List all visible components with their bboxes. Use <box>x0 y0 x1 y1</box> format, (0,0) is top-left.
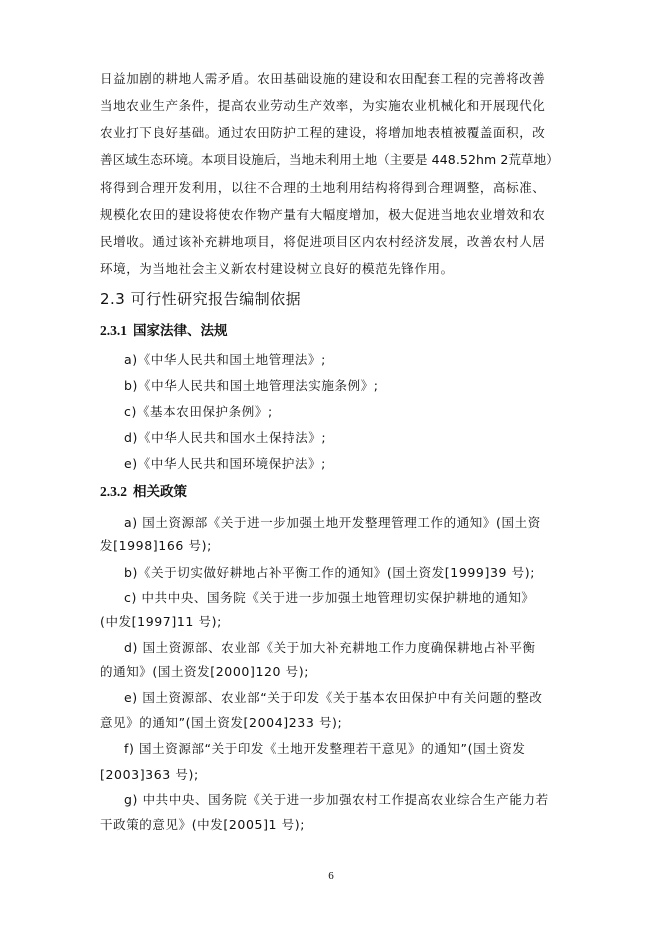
policy-line: (中发[1997]11 号); <box>100 614 222 629</box>
paragraph-line: 农业打下良好基础。通过农田防护工程的建设，将增加地表植被覆盖面积，改 <box>100 125 546 140</box>
page-number: 6 <box>328 870 334 882</box>
policy-line: b)《关于切实做好耕地占补平衡工作的通知》(国土资发[1999]39 号); <box>124 565 536 580</box>
law-list-item: e)《中华人民共和国环境保护法》; <box>124 456 326 471</box>
law-list-item: b)《中华人民共和国土地管理法实施条例》; <box>124 378 379 393</box>
subsection-heading-2-3-1 <box>100 322 228 340</box>
section-heading-2-3: 2.3 可行性研究报告编制依据 <box>100 290 302 308</box>
policy-line: a) 国土资源部《关于进一步加强土地开发整理管理工作的通知》(国土资 <box>124 515 541 530</box>
policy-line: d) 国土资源部、农业部《关于加大补充耕地工作力度确保耕地占补平衡 <box>124 640 536 655</box>
paragraph-line: 将得到合理开发利用，以往不合理的土地利用结构将得到合理调整，高标准、 <box>100 180 546 195</box>
subsection-title: 国家法律、法规 <box>133 323 228 339</box>
subsection-title: 相关政策 <box>133 484 187 500</box>
law-list-item: c)《基本农田保护条例》; <box>124 404 273 419</box>
policy-line: g) 中共中央、国务院《关于进一步加强农村工作提高农业综合生产能力若 <box>124 792 549 807</box>
paragraph-line: 环境，为当地社会主义新农村建设树立良好的模范先锋作用。 <box>100 261 454 276</box>
policy-line: [2003]363 号); <box>100 767 199 782</box>
subsection-number: 2.3.2 <box>100 484 127 499</box>
policy-line: 干政策的意见》(中发[2005]1 号); <box>100 817 306 832</box>
law-list-item: d)《中华人民共和国水土保持法》; <box>124 430 327 445</box>
policy-line: f) 国土资源部“关于印发《土地开发整理若干意见》的通知”(国土资发 <box>124 741 526 756</box>
policy-line: 发[1998]166 号); <box>100 538 212 553</box>
policy-line: 意见》的通知”(国土资发[2004]233 号); <box>100 715 343 730</box>
paragraph-line: 当地农业生产条件，提高农业劳动生产效率，为实施农业机械化和开展现代化 <box>100 98 546 113</box>
subsection-number: 2.3.1 <box>100 323 127 338</box>
subsection-heading-2-3-2 <box>100 483 187 501</box>
policy-line: e) 国土资源部、农业部“关于印发《关于基本农田保护中有关问题的整改 <box>124 690 543 705</box>
paragraph-line: 规模化农田的建设将使农作物产量有大幅度增加，极大促进当地农业增效和农 <box>100 207 546 222</box>
paragraph-line: 善区域生态环境。本项目设施后，当地未利用土地（主要是 448.52hm 2荒草地） <box>100 152 559 167</box>
law-list-item: a)《中华人民共和国土地管理法》; <box>124 352 326 367</box>
paragraph-line: 民增收。通过该补充耕地项目，将促进项目区内农村经济发展，改善农村人居 <box>100 234 546 249</box>
policy-line: c) 中共中央、国务院《关于进一步加强土地管理切实保护耕地的通知》 <box>124 590 535 605</box>
policy-line: 的通知》(国土资发[2000]120 号); <box>100 664 310 679</box>
paragraph-line: 日益加剧的耕地人需矛盾。农田基础设施的建设和农田配套工程的完善将改善 <box>100 71 546 86</box>
